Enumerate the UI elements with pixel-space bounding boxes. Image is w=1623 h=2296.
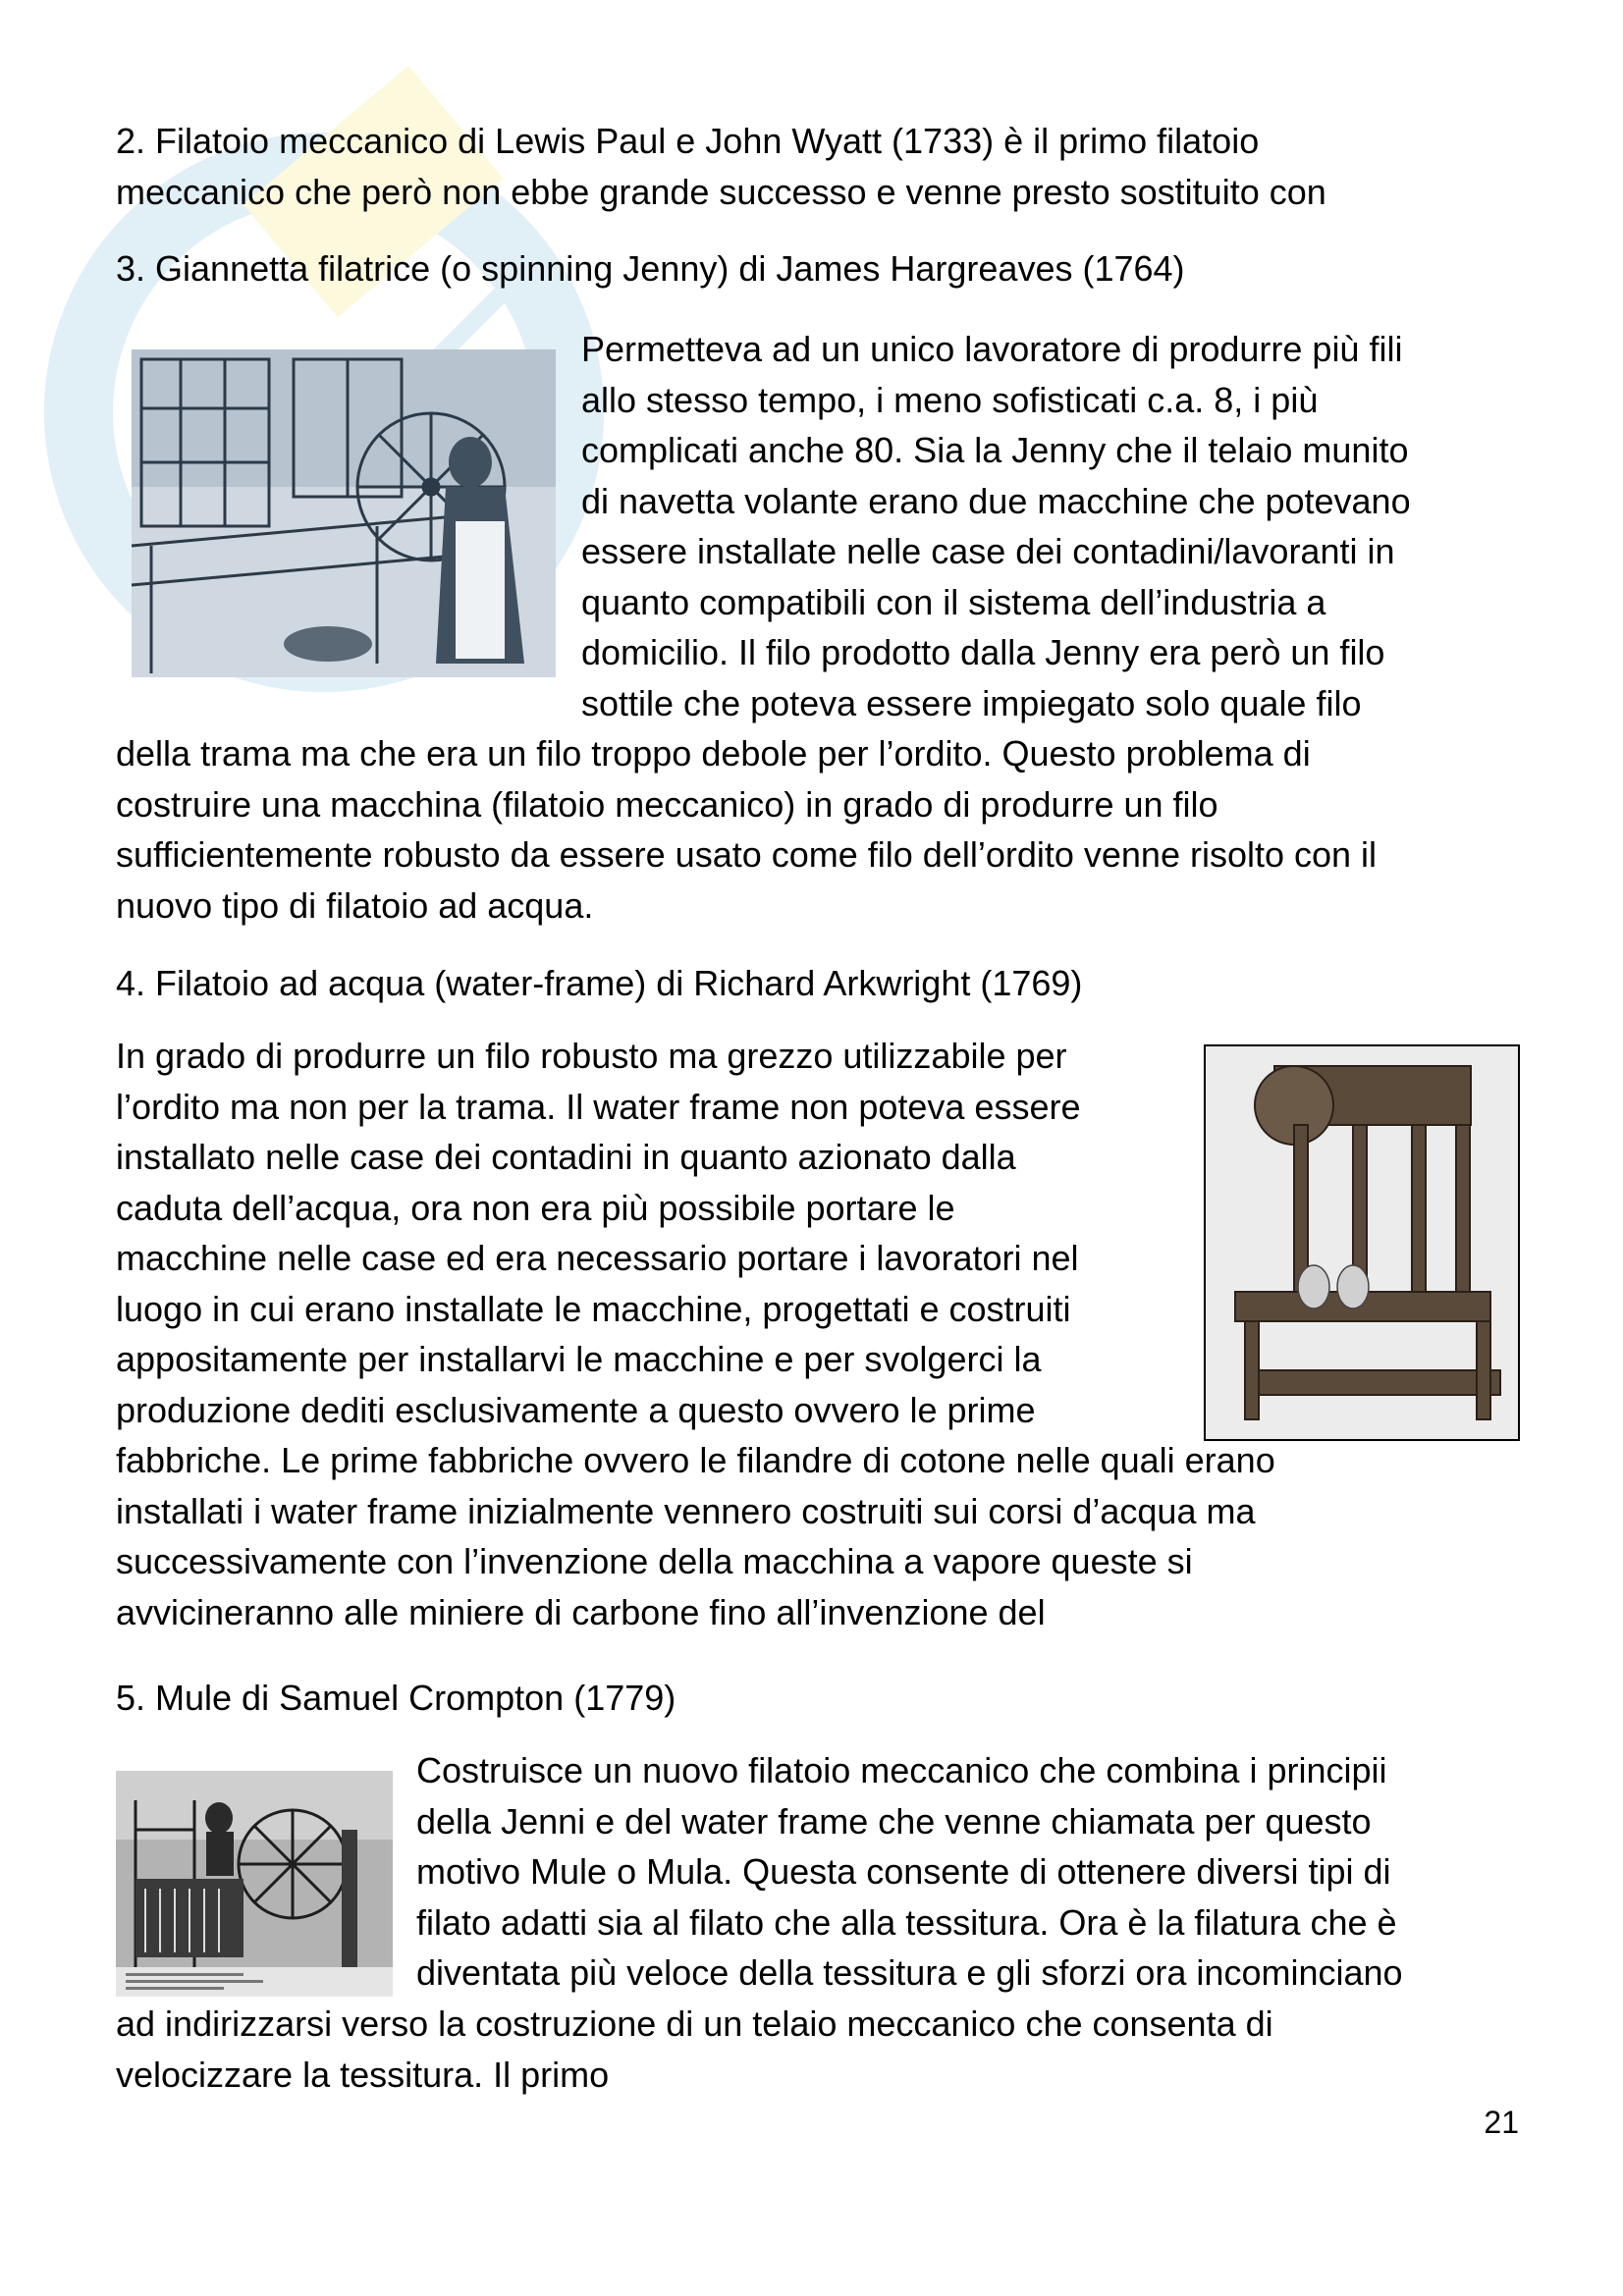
text-line: installato nelle case dei contadini in quanto azionato dalla [116, 1137, 1016, 1177]
section-4-continued-text [116, 1435, 1530, 1637]
section-2-paragraph [116, 116, 1530, 217]
text-line: allo stesso tempo, i meno sofisticati c.a. 8, i più [581, 379, 1319, 420]
text-line: essere installate nelle case dei contadini/lavoranti in [581, 531, 1395, 571]
water-frame-image [1204, 1044, 1520, 1441]
section-3-wrapped-text [581, 324, 1514, 728]
text-line: velocizzare la tessitura. Il primo [116, 2054, 610, 2095]
text-line: l’ordito ma non per la trama. Il water frame non poteva essere [116, 1086, 1081, 1127]
section-5-heading: 5. Mule di Samuel Crompton (1779) [116, 1678, 676, 1718]
text-line: filato adatti sia al filato che alla tessitura. Ora è la filatura che è [416, 1901, 1397, 1943]
section-3-heading: 3. Giannetta filatrice (o spinning Jenny) di James Hargreaves (1764) [116, 248, 1185, 289]
text-line: complicati anche 80. Sia la Jenny che il telaio munito [581, 430, 1409, 470]
text-line: installati i water frame inizialmente vennero costruiti sui corsi d’acqua ma [116, 1490, 1256, 1531]
text-line: Permetteva ad un unico lavoratore di produrre più fili [581, 329, 1403, 369]
section-4-heading: 4. Filatoio ad acqua (water-frame) di Richard Arkwright (1769) [116, 963, 1083, 1003]
section-4-wrapped-text [116, 1031, 1186, 1435]
text-line: macchine nelle case ed era necessario portare i lavoratori nel [116, 1238, 1079, 1278]
text-line: 2. Filatoio meccanico di Lewis Paul e John Wyatt (1733) è il primo filatoio [116, 121, 1260, 161]
text-line: avvicineranno alle miniere di carbone fino all’invenzione del [116, 1591, 1046, 1632]
text-line: successivamente con l’invenzione della macchina a vapore queste si [116, 1541, 1193, 1581]
text-line: della Jenni e del water frame che venne chiamata per questo [416, 1800, 1372, 1842]
page-number: 21 [1484, 2105, 1519, 2140]
text-line: In grado di produrre un filo robusto ma grezzo utilizzabile per [116, 1036, 1067, 1076]
text-line: domicilio. Il filo prodotto dalla Jenny era però un filo [581, 632, 1385, 672]
text-line: fabbriche. Le prime fabbriche ovvero le filandre di cotone nelle quali erano [116, 1440, 1275, 1480]
text-line: motivo Mule o Mula. Questa consente di ottenere diversi tipi di [416, 1851, 1391, 1892]
section-5-wrapped-text [416, 1745, 1516, 1999]
spinning-mule-image [116, 1771, 393, 1997]
text-line: ad indirizzarsi verso la costruzione di un telaio meccanico che consenta di [116, 2003, 1273, 2044]
section-3-continued-text [116, 728, 1530, 931]
text-line: quanto compatibili con il sistema dell’industria a [581, 581, 1326, 622]
text-line: sottile che poteva essere impiegato solo quale filo [581, 682, 1362, 723]
text-line: diventata più veloce della tessitura e gli sforzi ora incominciano [416, 1952, 1403, 1993]
text-line: appositamente per installarvi le macchine e per svolgerci la [116, 1339, 1042, 1379]
text-line: di navetta volante erano due macchine che potevano [581, 480, 1411, 521]
text-line: costruire una macchina (filatoio meccanico) in grado di produrre un filo [116, 783, 1218, 825]
text-line: Costruisce un nuovo filatoio meccanico che combina i principii [416, 1750, 1387, 1790]
text-line: sufficientemente robusto da essere usato come filo dell’ordito venne risolto con il [116, 834, 1378, 875]
text-line: meccanico che però non ebbe grande successo e venne presto sostituito con [116, 171, 1326, 212]
text-line: luogo in cui erano installate le macchine, progettati e costruiti [116, 1288, 1071, 1329]
text-line: caduta dell’acqua, ora non era più possibile portare le [116, 1187, 955, 1228]
section-5-continued-text [116, 1999, 1530, 2100]
text-line: della trama ma che era un filo troppo debole per l’ordito. Questo problema di [116, 733, 1311, 774]
text-line: nuovo tipo di filatoio ad acqua. [116, 884, 594, 926]
text-line: produzione dediti esclusivamente a questo ovvero le prime [116, 1389, 1036, 1430]
spinning-jenny-image [132, 349, 556, 677]
